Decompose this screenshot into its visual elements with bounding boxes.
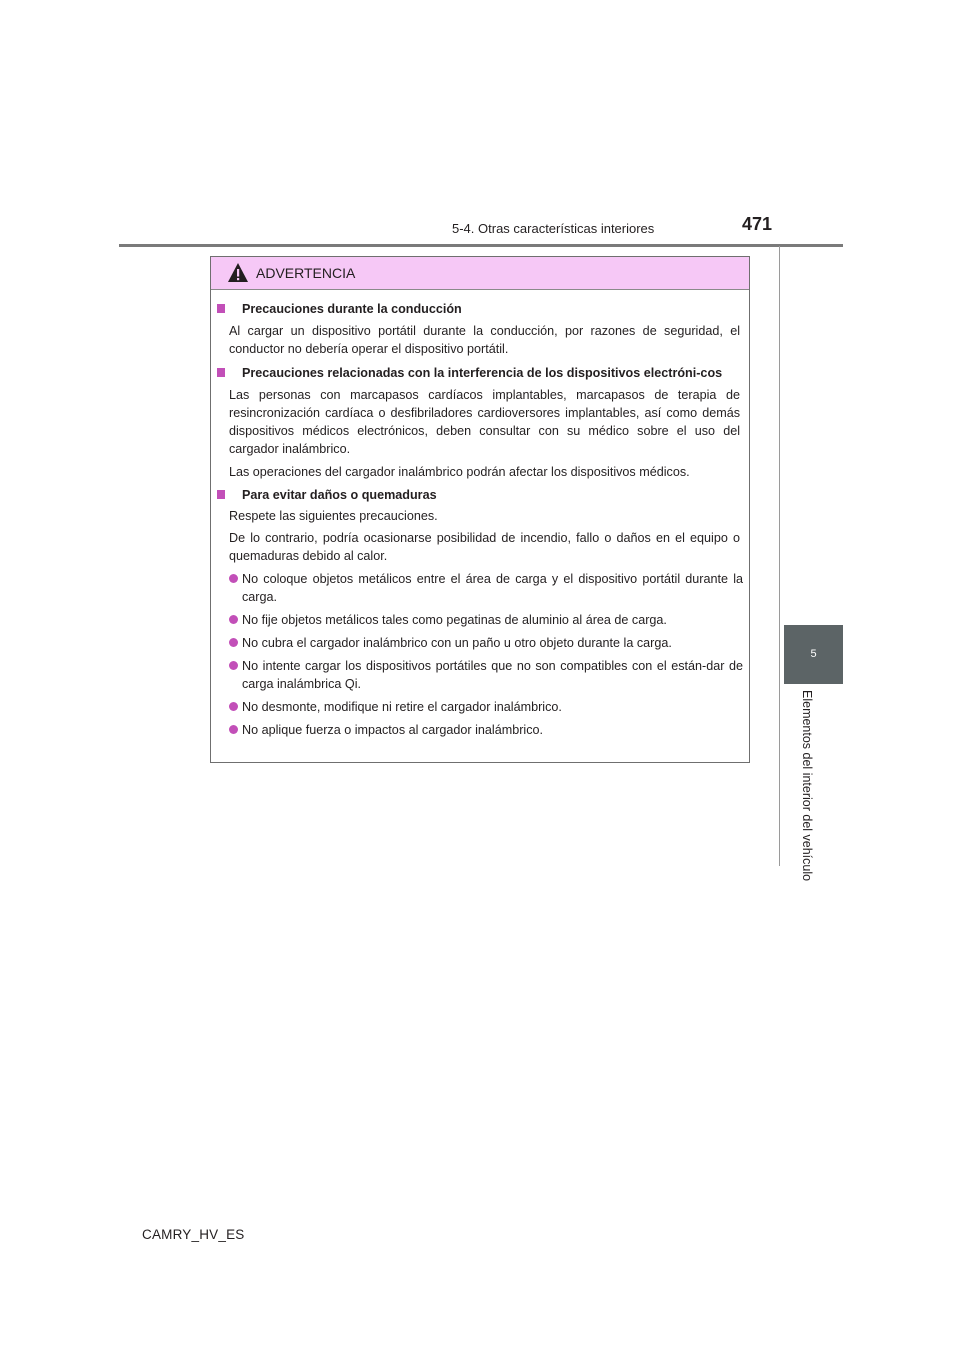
section-title: 5-4. Otras características interiores xyxy=(452,221,655,236)
side-divider xyxy=(779,246,780,866)
list-item-text: No coloque objetos metálicos entre el área de carga y el dispositivo portátil durante la carga. xyxy=(242,572,743,604)
round-bullet-icon xyxy=(229,702,238,711)
header-divider xyxy=(119,244,843,247)
section-heading-text: Para evitar daños o quemaduras xyxy=(242,488,437,502)
list-item xyxy=(211,611,749,629)
list-item xyxy=(211,698,749,716)
paragraph: Respete las siguientes precauciones. xyxy=(229,509,438,523)
section-heading-driving xyxy=(211,300,749,318)
warning-header xyxy=(211,257,749,290)
model-code: CAMRY_HV_ES xyxy=(142,1227,245,1242)
section-heading-damage xyxy=(211,486,749,504)
round-bullet-icon xyxy=(229,725,238,734)
list-item xyxy=(211,657,749,693)
paragraph: Al cargar un dispositivo portátil durante la conducción, por razones de seguridad, el conductor no debería operar el dispositivo portátil. xyxy=(229,324,740,356)
list-item-text: No intente cargar los dispositivos portátiles que no son compatibles con el están-dar de carga inalámbrica Qi. xyxy=(242,659,743,691)
round-bullet-icon xyxy=(229,661,238,670)
square-bullet-icon xyxy=(217,368,225,377)
square-bullet-icon xyxy=(217,304,225,313)
paragraph: Las operaciones del cargador inalámbrico podrán afectar los dispositivos médicos. xyxy=(229,465,690,479)
section-heading-interference xyxy=(211,364,749,382)
square-bullet-icon xyxy=(217,490,225,499)
round-bullet-icon xyxy=(229,638,238,647)
chapter-number: 5 xyxy=(810,648,817,660)
warning-title: ADVERTENCIA xyxy=(256,265,356,281)
list-item-text: No desmonte, modifique ni retire el cargador inalámbrico. xyxy=(242,700,562,714)
chapter-tab[interactable] xyxy=(784,625,843,684)
warning-triangle-icon xyxy=(227,262,249,284)
list-item xyxy=(211,721,749,739)
list-item xyxy=(211,634,749,652)
chapter-title: Elementos del interior del vehículo xyxy=(800,690,814,882)
paragraph: De lo contrario, podría ocasionarse posibilidad de incendio, fallo o daños en el equipo o quemaduras debido al calor. xyxy=(229,531,740,563)
list-item-text: No fije objetos metálicos tales como pegatinas de aluminio al área de carga. xyxy=(242,613,667,627)
section-heading-text: Precauciones relacionadas con la interferencia de los dispositivos electróni-cos xyxy=(242,366,723,380)
warning-body xyxy=(211,290,749,739)
paragraph: Las personas con marcapasos cardíacos implantables, marcapasos de terapia de resincronización cardíaca o desfibriladores cardioversores implantables, así como demás dispositivos médicos electrónicos, deben consultar con su médico sobre el uso del cargador inalámbrico. xyxy=(229,388,740,456)
warning-box xyxy=(210,256,750,763)
list-item xyxy=(211,570,749,606)
section-heading-text: Precauciones durante la conducción xyxy=(242,302,462,316)
page-number: 471 xyxy=(742,214,773,234)
list-item-text: No cubra el cargador inalámbrico con un paño u otro objeto durante la carga. xyxy=(242,636,672,650)
round-bullet-icon xyxy=(229,574,238,583)
list-item-text: No aplique fuerza o impactos al cargador inalámbrico. xyxy=(242,723,544,737)
round-bullet-icon xyxy=(229,615,238,624)
